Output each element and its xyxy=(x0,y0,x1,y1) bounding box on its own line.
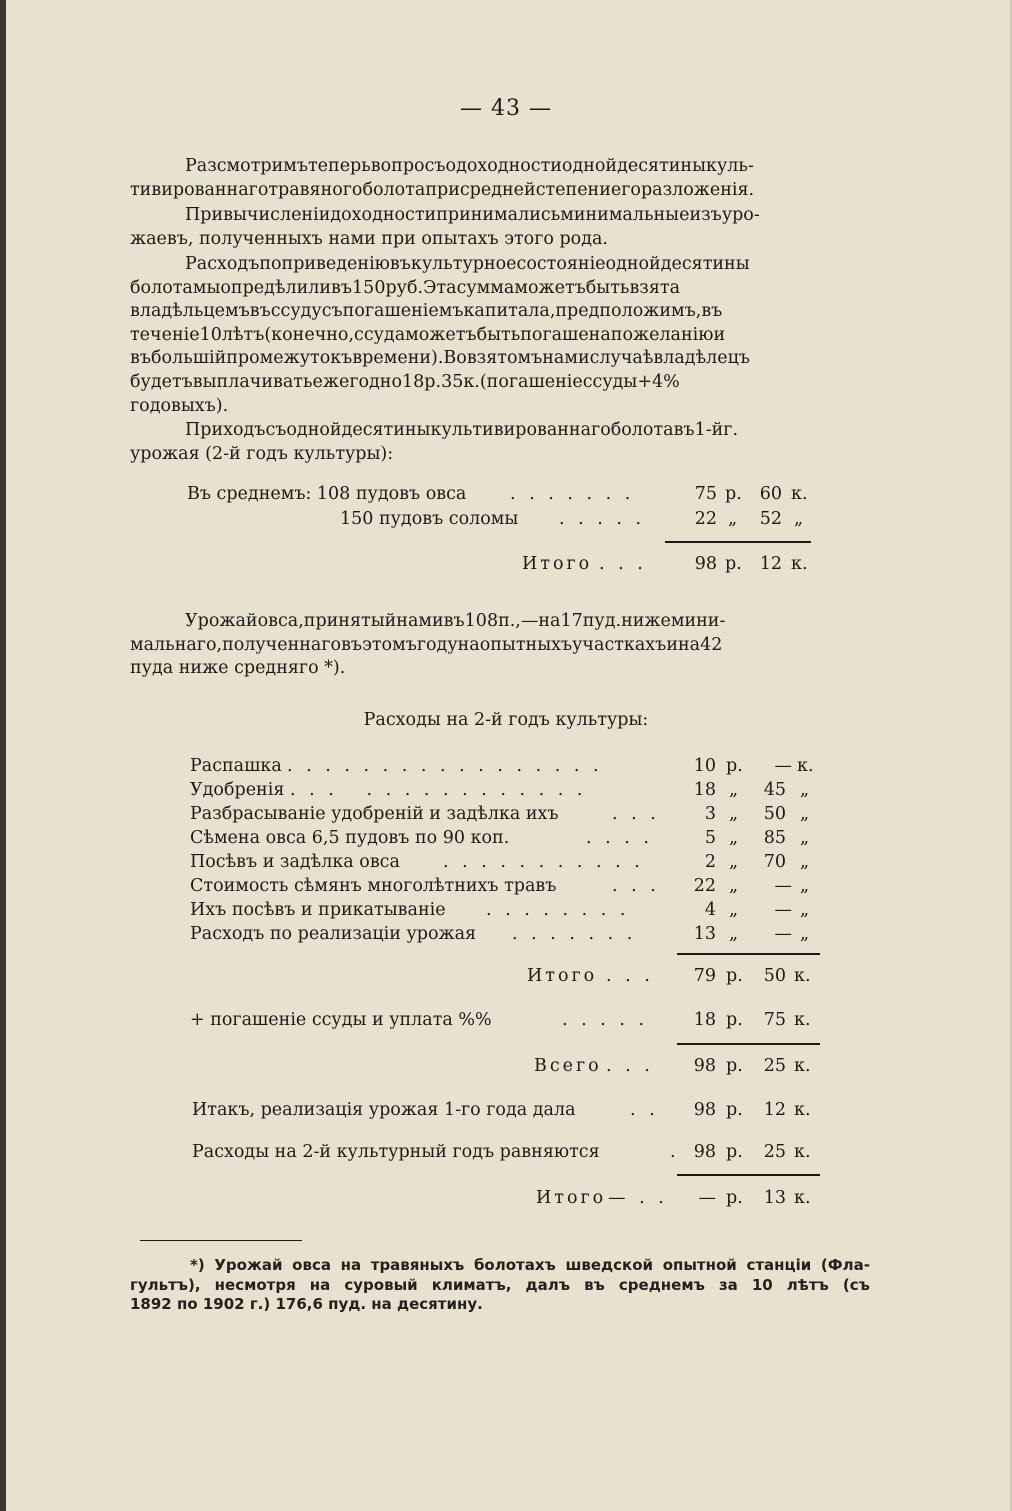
rubles-unit: р. xyxy=(726,1010,743,1030)
kopecks-unit: к. xyxy=(794,966,811,986)
word: предположимъ, xyxy=(555,301,702,322)
kopecks-value: — xyxy=(774,876,792,896)
rubles-unit: „ xyxy=(729,900,739,920)
dot-leader: . . . xyxy=(612,804,660,824)
word: (погашеніе xyxy=(479,371,583,392)
word: въ xyxy=(130,348,151,369)
word: далъ xyxy=(525,1275,570,1294)
grand-total-row xyxy=(190,1054,830,1078)
dot-leader: . . . . . . . . xyxy=(486,900,630,920)
rubles-unit: „ xyxy=(729,924,739,944)
word: времени). xyxy=(352,348,444,369)
word: средней xyxy=(459,179,536,200)
rubles-unit: р. xyxy=(725,554,742,574)
expense-row xyxy=(190,826,830,850)
text-line xyxy=(130,155,868,179)
income-row-straw xyxy=(187,507,827,531)
word: этомъ xyxy=(362,634,417,655)
rubles-value: 98 xyxy=(694,554,717,574)
sum-rule xyxy=(665,541,811,543)
kopecks-value: 52 xyxy=(759,509,782,529)
text-line xyxy=(130,347,868,371)
word: (Фла- xyxy=(820,1256,870,1274)
word: будетъ xyxy=(130,371,193,392)
expense-label: Посѣвъ и задѣлка овса xyxy=(190,852,400,872)
word: ниже xyxy=(621,611,671,631)
dot-leader: . . . xyxy=(606,966,654,986)
dot-leader: — . . xyxy=(608,1188,668,1208)
kopecks-unit: к. xyxy=(794,1188,811,1208)
word: по xyxy=(610,324,633,345)
text-line xyxy=(130,277,868,301)
word: пуд. xyxy=(582,611,622,631)
rubles-value: 98 xyxy=(693,1056,716,1076)
kopecks-unit: к. xyxy=(794,1056,811,1076)
word: п.,—на xyxy=(498,611,561,631)
word: минимальные xyxy=(560,205,690,225)
rubles-value: 75 xyxy=(694,484,717,504)
income-total-row xyxy=(187,552,827,576)
word: степени xyxy=(535,179,611,200)
word: мальнаго, xyxy=(130,634,223,655)
text-line xyxy=(130,419,868,443)
word: одной xyxy=(286,420,342,440)
kopecks-unit: „ xyxy=(800,852,810,872)
footnote-line: 1892 по 1902 г.) 176,6 пуд. на десятину. xyxy=(130,1295,483,1313)
expense-label: Удобренія xyxy=(190,780,285,800)
expenses-heading: Расходы на 2-й годъ культуры: xyxy=(363,710,649,730)
word: болота xyxy=(610,420,674,440)
word: на xyxy=(340,1256,362,1274)
rubles-value: 22 xyxy=(694,509,717,529)
word: теперь xyxy=(308,156,371,176)
word: взятомъ xyxy=(466,348,543,369)
rubles-value: 3 xyxy=(704,804,716,824)
word: одной xyxy=(561,156,618,176)
kopecks-unit: к. xyxy=(794,1142,811,1162)
dot-leader: . . . . . . . xyxy=(512,924,637,944)
word: теченіе xyxy=(130,324,200,345)
word: погашена xyxy=(520,324,611,345)
word: вопросъ xyxy=(370,156,446,176)
word: г. xyxy=(723,420,739,440)
income-row-oats xyxy=(187,482,827,506)
word: опредѣлили xyxy=(220,277,332,298)
paragraph-1 xyxy=(130,155,868,202)
kopecks-unit: „ xyxy=(800,900,810,920)
rubles-value: 10 xyxy=(693,756,716,776)
rubles-value: 98 xyxy=(693,1100,716,1120)
word: 108 xyxy=(464,611,499,631)
kopecks-value: 85 xyxy=(763,828,786,848)
dot-leader: . . . . . . . . . . . . . . . . . xyxy=(287,756,603,776)
word: и xyxy=(666,634,678,655)
word: р. xyxy=(424,371,442,392)
word: можетъ xyxy=(405,324,477,345)
word: 10 xyxy=(751,1275,773,1294)
word: травяныхъ xyxy=(370,1256,465,1274)
paragraph-4 xyxy=(130,419,868,466)
kopecks-value: — xyxy=(774,900,792,920)
word: десятины xyxy=(660,254,750,274)
kopecks-unit: к. xyxy=(797,756,814,776)
kopecks-unit: „ xyxy=(800,828,810,848)
kopecks-value: 12 xyxy=(759,554,782,574)
word: ссуды xyxy=(582,371,638,392)
rubles-value: 79 xyxy=(693,966,716,986)
text-line xyxy=(130,324,868,348)
rubles-unit: р. xyxy=(726,966,743,986)
text-line xyxy=(130,253,868,277)
rubles-unit: р. xyxy=(726,1142,743,1162)
word: приведенію xyxy=(281,254,390,274)
word: болота xyxy=(362,179,426,200)
kopecks-value: 13 xyxy=(763,1188,786,1208)
kopecks-unit: „ xyxy=(800,924,810,944)
expense-row xyxy=(190,802,830,826)
text-line xyxy=(130,179,868,203)
word: (конечно, xyxy=(264,324,355,345)
word: 10 xyxy=(199,324,222,345)
kopecks-value: 60 xyxy=(759,484,782,504)
kopecks-value: 12 xyxy=(763,1100,786,1120)
kopecks-unit: „ xyxy=(800,780,810,800)
word: владѣлецъ xyxy=(653,348,750,369)
word: шведской xyxy=(565,1256,654,1274)
word: Урожай xyxy=(185,611,258,631)
word: изъ xyxy=(689,205,722,225)
word: случаѣ xyxy=(589,348,654,369)
dot-leader: . . xyxy=(630,1100,659,1120)
rubles-value: 18 xyxy=(693,1010,716,1030)
word: + xyxy=(637,371,653,392)
word: за xyxy=(718,1275,738,1294)
word: ссуду xyxy=(270,301,322,322)
expense-label: Ихъ посѣвъ и прикатываніе xyxy=(190,900,446,920)
word: на xyxy=(677,634,701,655)
word: на xyxy=(457,634,480,655)
dot-leader: . . . . . xyxy=(559,509,646,529)
footnote xyxy=(130,1256,870,1315)
rubles-unit: „ xyxy=(729,828,739,848)
kopecks-value: 70 xyxy=(763,852,786,872)
rubles-unit: р. xyxy=(726,1100,743,1120)
text-line xyxy=(130,610,868,634)
word: ссуда xyxy=(354,324,406,345)
word: ежегодно xyxy=(312,371,403,392)
dot-leader: . . . xyxy=(599,554,647,574)
word: Урожай xyxy=(214,1256,283,1274)
text-line xyxy=(130,300,868,324)
word: съ xyxy=(265,420,287,440)
text-line: урожая (2-й годъ культуры): xyxy=(130,443,394,464)
text-line: пуда ниже средняго *). xyxy=(130,658,346,679)
text-line: жаевъ, полученныхъ нами при опытахъ этого рода. xyxy=(130,228,608,249)
word: болотахъ xyxy=(473,1256,556,1274)
word: доходности xyxy=(330,205,437,225)
kopecks-unit: к. xyxy=(791,484,808,504)
kopecks-value: 75 xyxy=(763,1010,786,1030)
rubles-value: 22 xyxy=(693,876,716,896)
word: 17 xyxy=(560,611,583,631)
total-label: Итого xyxy=(522,554,593,574)
kopecks-value: 25 xyxy=(763,1142,786,1162)
rubles-unit: „ xyxy=(729,852,739,872)
grand-total-label: Всего xyxy=(534,1056,602,1076)
rubles-unit: „ xyxy=(729,780,739,800)
expense-label: Распашка xyxy=(190,756,282,776)
word: большій xyxy=(151,348,227,369)
word: овса xyxy=(292,1256,331,1274)
word: несмотря xyxy=(214,1275,296,1294)
word: Разсмотримъ xyxy=(185,156,308,176)
summary-label: Итакъ, реализація урожая 1-го года дала xyxy=(192,1100,576,1120)
kopecks-value: 45 xyxy=(763,780,786,800)
word: Эта xyxy=(423,277,457,298)
word: капитала, xyxy=(463,301,556,322)
kopecks-unit: к. xyxy=(794,1010,811,1030)
summary-row-income xyxy=(192,1098,832,1122)
word: десятины xyxy=(341,420,431,440)
word: десятины xyxy=(617,156,707,176)
word: въ xyxy=(341,634,363,655)
footnote-rule xyxy=(140,1240,302,1241)
page-number: — 43 — xyxy=(460,96,552,121)
rubles-value: 5 xyxy=(704,828,716,848)
dot-leader: . . . . xyxy=(586,828,653,848)
kopecks-value: — xyxy=(774,756,792,776)
word: въ xyxy=(443,611,465,631)
word: по xyxy=(259,254,282,274)
word: нами xyxy=(542,348,590,369)
word: уро- xyxy=(721,205,760,225)
footnote-line xyxy=(130,1256,870,1276)
loan-label: + погашеніе ссуды и уплата %% xyxy=(190,1010,492,1030)
expenses-total-row xyxy=(190,964,830,988)
footnote-line xyxy=(130,1276,870,1296)
word: въ xyxy=(701,301,723,322)
word: принятый xyxy=(303,611,397,631)
rubles-value: — xyxy=(698,1188,716,1208)
kopecks-value: 50 xyxy=(763,804,786,824)
word: о xyxy=(445,156,457,176)
word: доходности xyxy=(456,156,562,176)
word: культурное xyxy=(410,254,517,274)
sum-rule xyxy=(677,1043,820,1045)
rubles-unit: р. xyxy=(725,484,742,504)
word: климатъ, xyxy=(431,1275,512,1294)
dot-leader: . . . xyxy=(612,876,660,896)
word: куль- xyxy=(706,156,754,176)
text-line xyxy=(130,204,868,228)
word: 42 xyxy=(700,634,723,655)
dot-leader: . . . . . . . . . . . xyxy=(443,852,644,872)
word: Приходъ xyxy=(185,420,266,440)
word: травяного xyxy=(268,179,363,200)
word: взята xyxy=(629,277,681,298)
rubles-unit: р. xyxy=(726,1056,743,1076)
paragraph-5 xyxy=(130,610,868,681)
rubles-value: 13 xyxy=(693,924,716,944)
word: лѣтъ xyxy=(786,1275,829,1294)
paragraph-3 xyxy=(130,253,868,418)
word: среднемъ xyxy=(618,1275,705,1294)
word: выплачивать xyxy=(192,371,313,392)
word: и xyxy=(713,324,726,345)
expense-row xyxy=(190,874,830,898)
word: овса, xyxy=(257,611,304,631)
word: состояніе xyxy=(516,254,606,274)
word: опытныхъ xyxy=(479,634,573,655)
rubles-unit: р. xyxy=(726,756,743,776)
paragraph-2 xyxy=(130,204,868,251)
word: въ xyxy=(331,277,353,298)
word: принимались xyxy=(436,205,561,225)
word: съ xyxy=(321,301,343,322)
word: *) xyxy=(190,1256,205,1274)
word: его xyxy=(610,179,641,200)
word: одной xyxy=(605,254,661,274)
word: гультъ), xyxy=(130,1275,201,1294)
word: быть xyxy=(585,277,630,298)
text-line xyxy=(130,371,868,395)
dot-leader: . . . . . . . . . . . . . . . xyxy=(290,780,587,800)
expense-label: Сѣмена овса 6,5 пудовъ по 90 коп. xyxy=(190,828,510,848)
kopecks-unit: „ xyxy=(800,804,810,824)
income-label: Въ среднемъ: 108 пудовъ овса xyxy=(187,484,467,504)
expense-row xyxy=(190,778,830,802)
word: мини- xyxy=(670,611,726,631)
expense-label: Стоимость сѣмянъ многолѣтнихъ травъ xyxy=(190,876,557,896)
income-label: 150 пудовъ соломы xyxy=(340,509,519,529)
kopecks-unit: к. xyxy=(794,1100,811,1120)
word: можетъ xyxy=(514,277,586,298)
loan-repayment-row xyxy=(190,1008,830,1032)
text-line: годовыхъ). xyxy=(130,395,229,416)
sum-rule xyxy=(677,1174,820,1176)
rubles-value: 18 xyxy=(693,780,716,800)
word: Расходъ xyxy=(185,254,260,274)
word: тивированнаго xyxy=(130,179,269,200)
word: лѣтъ xyxy=(221,324,265,345)
expense-label: Разбрасываніе удобреній и задѣлка ихъ xyxy=(190,804,559,824)
kopecks-value: 50 xyxy=(763,966,786,986)
rubles-value: 98 xyxy=(693,1142,716,1162)
expense-row xyxy=(190,898,830,922)
expense-label: Расходъ по реализаціи урожая xyxy=(190,924,477,944)
rubles-unit: „ xyxy=(728,509,738,529)
rubles-value: 2 xyxy=(704,852,716,872)
dot-leader: . xyxy=(670,1142,680,1162)
word: болота xyxy=(130,277,193,298)
kopecks-value: — xyxy=(774,924,792,944)
expense-row xyxy=(190,850,830,874)
sum-rule xyxy=(677,953,820,955)
word: к. xyxy=(463,371,480,392)
word: промежутокъ xyxy=(226,348,353,369)
word: нами xyxy=(396,611,444,631)
word: мы xyxy=(192,277,221,298)
expense-row xyxy=(190,922,830,946)
word: полученнаго xyxy=(222,634,342,655)
word: быть xyxy=(476,324,521,345)
word: 150 xyxy=(352,277,386,298)
text-line xyxy=(130,634,868,658)
word: въ xyxy=(249,301,271,322)
word: желанію xyxy=(632,324,714,345)
word: на xyxy=(309,1275,331,1294)
rubles-value: 4 xyxy=(704,900,716,920)
word: опытной xyxy=(662,1256,737,1274)
word: суровый xyxy=(344,1275,418,1294)
word: разложенія. xyxy=(640,179,755,200)
kopecks-unit: „ xyxy=(800,876,810,896)
word: году xyxy=(416,634,458,655)
dot-leader: . . . xyxy=(606,1056,654,1076)
scan-edge-left xyxy=(0,0,6,1511)
word: въ xyxy=(389,254,411,274)
word: вычисленіи xyxy=(223,205,331,225)
word: руб. xyxy=(385,277,424,298)
word: (съ xyxy=(842,1275,870,1294)
expense-row xyxy=(190,754,830,778)
summary-label: Расходы на 2-й культурный годъ равняются xyxy=(192,1142,600,1162)
word: 18 xyxy=(402,371,425,392)
word: 35 xyxy=(441,371,464,392)
word: культивированнаго xyxy=(430,420,611,440)
word: 4% xyxy=(652,371,680,392)
word: При xyxy=(185,205,224,225)
summary-total-row xyxy=(192,1186,832,1210)
summary-row-expenses xyxy=(192,1140,832,1164)
word: погашеніемъ xyxy=(342,301,464,322)
kopecks-unit: „ xyxy=(794,509,804,529)
word: владѣльцемъ xyxy=(130,301,250,322)
word: 1-й xyxy=(694,420,724,440)
total-label: Итого xyxy=(536,1188,607,1208)
word: сумма xyxy=(456,277,515,298)
total-label: Итого xyxy=(527,966,598,986)
dot-leader: . . . . . xyxy=(562,1010,649,1030)
word: Во xyxy=(443,348,467,369)
word: участкахъ xyxy=(572,634,667,655)
word: при xyxy=(425,179,460,200)
word: въ xyxy=(673,420,695,440)
kopecks-unit: к. xyxy=(791,554,808,574)
dot-leader: . . . . . . . xyxy=(510,484,635,504)
word: станціи xyxy=(746,1256,812,1274)
rubles-unit: „ xyxy=(729,876,739,896)
rubles-unit: р. xyxy=(726,1188,743,1208)
kopecks-value: 25 xyxy=(763,1056,786,1076)
rubles-unit: „ xyxy=(729,804,739,824)
word: въ xyxy=(584,1275,605,1294)
